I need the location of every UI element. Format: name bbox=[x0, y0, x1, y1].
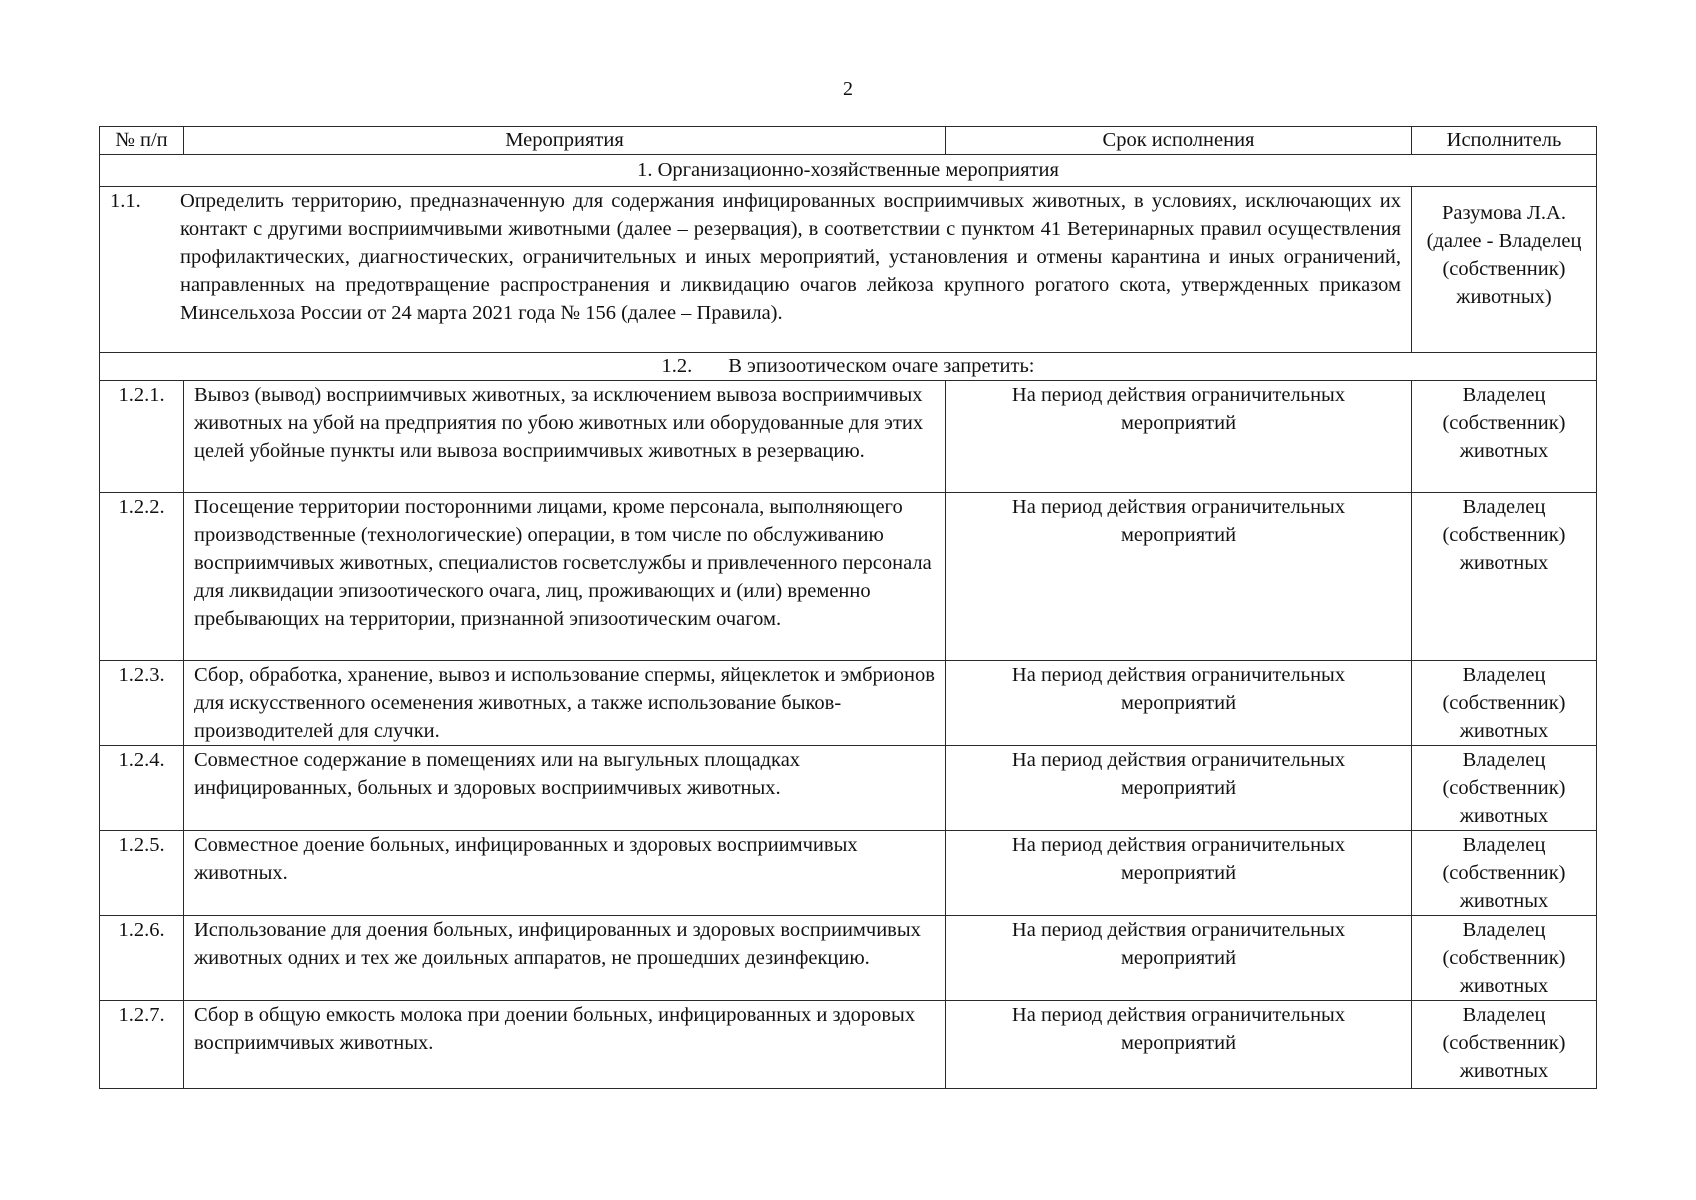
row-term: На период действия ограничительных мероприятий bbox=[946, 916, 1412, 1001]
row-term: На период действия ограничительных мероприятий bbox=[946, 1001, 1412, 1089]
page-number: 2 bbox=[843, 78, 853, 100]
subsection-row bbox=[100, 353, 1597, 381]
row-term: На период действия ограничительных мероприятий bbox=[946, 381, 1412, 493]
table-row bbox=[100, 831, 1597, 916]
header-executor: Исполнитель bbox=[1412, 127, 1597, 155]
table-row bbox=[100, 493, 1597, 661]
row-term: На период действия ограничительных мероприятий bbox=[946, 831, 1412, 916]
table-row bbox=[100, 661, 1597, 746]
table-row bbox=[100, 381, 1597, 493]
header-term: Срок исполнения bbox=[946, 127, 1412, 155]
row-number: 1.2.2. bbox=[100, 493, 184, 661]
table-header-row bbox=[100, 127, 1597, 155]
table-row bbox=[100, 916, 1597, 1001]
measures-table bbox=[99, 126, 1597, 1089]
row-text: Совместное доение больных, инфицированных и здоровых восприимчивых животных. bbox=[184, 831, 946, 916]
row-text: Использование для доения больных, инфицированных и здоровых восприимчивых животных одних и тех же доильных аппаратов, не прошедших дезинфекцию. bbox=[184, 916, 946, 1001]
row-executor: Владелец (собственник) животных bbox=[1412, 381, 1597, 493]
row-executor: Владелец (собственник) животных bbox=[1412, 493, 1597, 661]
table-row bbox=[100, 746, 1597, 831]
row-1-1-content bbox=[100, 187, 1412, 353]
row-text: Вывоз (вывод) восприимчивых животных, за исключением вывоза восприимчивых животных на убой на предприятия по убою животных или оборудованные для этих целей убойные пункты или вывоза восприимчивых животных в резервацию. bbox=[184, 381, 946, 493]
row-text: Посещение территории посторонними лицами, кроме персонала, выполняющего производственные (технологические) операции, в том числе по обслуживанию восприимчивых животных, специалистов госветслужбы и привлеченного персонала для ликвидации эпизоотического очага, лиц, проживающих и (или) временно пребывающих на территории, признанной эпизоотическим очагом. bbox=[184, 493, 946, 661]
row-number: 1.2.4. bbox=[100, 746, 184, 831]
row-number: 1.2.3. bbox=[100, 661, 184, 746]
row-executor: Разумова Л.А. (далее - Владелец (собственник) животных) bbox=[1412, 187, 1597, 353]
row-executor: Владелец (собственник) животных bbox=[1412, 1001, 1597, 1089]
subsection-number: 1.2. bbox=[661, 355, 693, 377]
subsection-title-cell bbox=[100, 353, 1597, 381]
row-term: На период действия ограничительных мероприятий bbox=[946, 661, 1412, 746]
section-title: 1. Организационно-хозяйственные мероприятия bbox=[100, 155, 1597, 187]
row-executor: Владелец (собственник) животных bbox=[1412, 831, 1597, 916]
row-number: 1.2.7. bbox=[100, 1001, 184, 1089]
row-number: 1.2.5. bbox=[100, 831, 184, 916]
row-text: Сбор, обработка, хранение, вывоз и использование спермы, яйцеклеток и эмбрионов для искусственного осеменения животных, а также использование быков-производителей для случки. bbox=[184, 661, 946, 746]
row-text: Сбор в общую емкость молока при доении больных, инфицированных и здоровых восприимчивых животных. bbox=[184, 1001, 946, 1089]
header-num: № п/п bbox=[100, 127, 184, 155]
row-term: На период действия ограничительных мероприятий bbox=[946, 493, 1412, 661]
table-row bbox=[100, 1001, 1597, 1089]
header-measures: Мероприятия bbox=[184, 127, 946, 155]
row-executor: Владелец (собственник) животных bbox=[1412, 746, 1597, 831]
row-executor: Владелец (собственник) животных bbox=[1412, 661, 1597, 746]
row-number: 1.2.6. bbox=[100, 916, 184, 1001]
row-text: Определить территорию, предназначенную для содержания инфицированных восприимчивых животных, в условиях, исключающих их контакт с другими восприимчивыми животными (далее – резервация), в соответствии с пунктом 41 Ветеринарных правил осуществления профилактических, диагностических, ограничительных и иных мероприятий, установления и отмены карантина и иных ограничений, направленных на предотвращение распространения и ликвидацию очагов лейкоза крупного рогатого скота, утвержденных приказом Минсельхоза России от 24 марта 2021 года № 156 (далее – Правила). bbox=[180, 190, 1401, 324]
row-term: На период действия ограничительных мероприятий bbox=[946, 746, 1412, 831]
row-executor: Владелец (собственник) животных bbox=[1412, 916, 1597, 1001]
row-number: 1.1. bbox=[110, 190, 141, 212]
subsection-title: В эпизоотическом очаге запретить: bbox=[728, 355, 1035, 377]
section-row bbox=[100, 155, 1597, 187]
table-row bbox=[100, 187, 1597, 353]
row-number: 1.2.1. bbox=[100, 381, 184, 493]
row-text: Совместное содержание в помещениях или на выгульных площадках инфицированных, больных и здоровых восприимчивых животных. bbox=[184, 746, 946, 831]
